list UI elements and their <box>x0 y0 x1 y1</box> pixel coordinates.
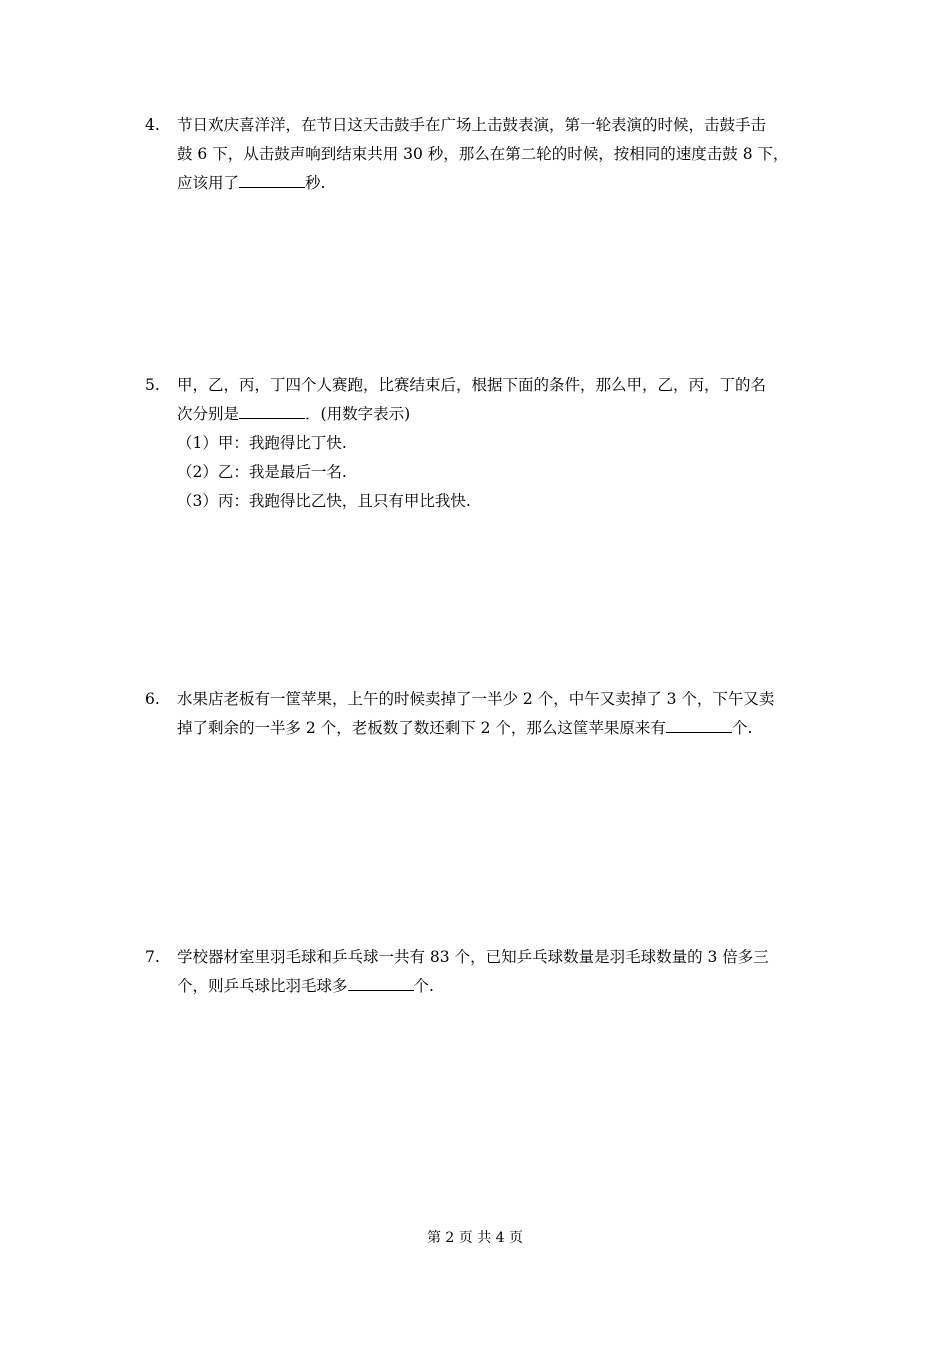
question-5 <box>145 371 815 516</box>
question-line-text: 应该用了 <box>177 174 240 192</box>
question-text <box>177 371 815 516</box>
answer-blank <box>348 973 414 991</box>
question-line: 鼓 6 下，从击鼓声响到结束共用 30 秒，那么在第二轮的时候，按相同的速度击鼓 8 下， <box>177 145 789 163</box>
question-line-text: 个. <box>413 977 434 995</box>
question-text <box>177 111 815 198</box>
page-footer: 第 2 页 共 4 页 <box>426 1230 524 1246</box>
question-number: 5. <box>145 376 160 394</box>
answer-blank <box>666 715 732 733</box>
question-number: 7. <box>145 948 160 966</box>
question-7 <box>145 943 815 1001</box>
question-line-text: 秒. <box>305 174 326 192</box>
question-line-text: 个. <box>731 719 753 737</box>
question-line: 水果店老板有一筐苹果，上午的时候卖掉了一半少 2 个，中午又卖掉了 3 个，下午又卖 <box>177 690 775 708</box>
question-4 <box>145 111 815 198</box>
answer-blank <box>239 170 305 188</box>
question-number: 4. <box>145 116 160 134</box>
condition-item: （3）丙：我跑得比乙快，且只有甲比我快. <box>177 492 471 510</box>
question-line-text: ．(用数字表示) <box>305 405 411 423</box>
condition-item: （1）甲：我跑得比丁快. <box>177 434 347 452</box>
question-line-text: 个，则乒乓球比羽毛球多 <box>177 977 348 995</box>
question-line: 甲，乙，丙，丁四个人赛跑，比赛结束后，根据下面的条件，那么甲，乙，丙，丁的名 <box>177 376 767 394</box>
answer-blank <box>239 401 305 419</box>
question-line-text: 掉了剩余的一半多 2 个，老板数了数还剩下 2 个，那么这筐苹果原来有 <box>177 719 666 737</box>
question-line <box>177 400 815 429</box>
question-number: 6. <box>145 690 160 708</box>
question-line-text: 次分别是 <box>177 405 240 423</box>
question-line: 学校器材室里羽毛球和乒乓球一共有 83 个，已知乒乓球数量是羽毛球数量的 3 倍多三 <box>177 948 769 966</box>
question-text <box>177 685 815 743</box>
condition-item: （2）乙：我是最后一名. <box>177 463 347 481</box>
question-line <box>177 972 815 1001</box>
question-6 <box>145 685 815 743</box>
question-line <box>177 714 815 743</box>
question-line <box>177 169 815 198</box>
question-text <box>177 943 815 1001</box>
question-line: 节日欢庆喜洋洋，在节日这天击鼓手在广场上击鼓表演，第一轮表演的时候，击鼓手击 <box>177 116 767 134</box>
